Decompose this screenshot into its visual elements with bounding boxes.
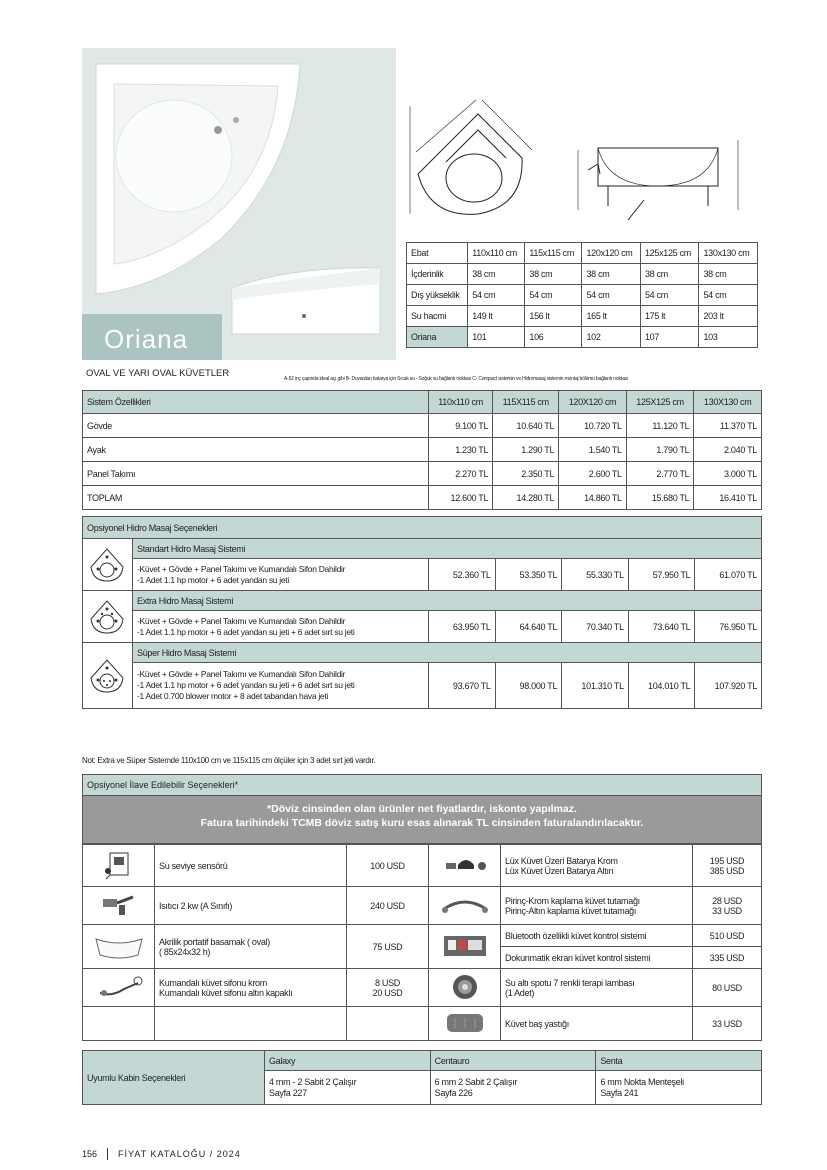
price-cell: 10.720 TL — [559, 414, 627, 438]
cabin-option — [430, 1071, 596, 1105]
hydro-system-desc — [133, 611, 429, 643]
extra-label: Bluetooth özellikli küvet kontrol sistemi — [501, 925, 693, 947]
spec-cell: 101 — [468, 327, 525, 348]
grab-handle-icon — [429, 887, 501, 925]
extra-price — [347, 969, 429, 1007]
underwater-light-icon — [429, 969, 501, 1007]
spec-cell: 38 cm — [699, 264, 758, 285]
table-row — [83, 559, 762, 591]
price-cell: 55.330 TL — [562, 559, 629, 591]
row-label: TOPLAM — [83, 486, 429, 510]
product-name-label: Oriana — [82, 314, 222, 360]
spec-cell: 38 cm — [582, 264, 641, 285]
price-cell: 64.640 TL — [495, 611, 562, 643]
size-column-header: 125X125 cm — [626, 391, 694, 414]
price-cell: 2.040 TL — [694, 438, 762, 462]
table-row — [83, 486, 762, 510]
spec-row-label: Su hacmi — [407, 306, 468, 327]
price-cell: 16.410 TL — [694, 486, 762, 510]
drain-siphon-icon — [83, 969, 155, 1007]
hydro-note: Not: Extra ve Süper Sistemde 110x100 cm ve 115x115 cm ölçüler için 3 adet sırt jeti vardır. — [82, 756, 376, 765]
price-cell: 12.600 TL — [429, 486, 493, 510]
spec-row-label: İçderinlik — [407, 264, 468, 285]
empty-cell — [83, 1007, 155, 1041]
table-row — [83, 663, 762, 709]
cabin-option — [265, 1071, 431, 1105]
price-cell: 57.950 TL — [628, 559, 695, 591]
price-cell: 1.790 TL — [626, 438, 694, 462]
spec-cell: 38 cm — [468, 264, 525, 285]
extra-price: 80 USD — [693, 969, 762, 1007]
hydro-jet-icon — [83, 591, 133, 643]
table-row — [83, 611, 762, 643]
table-row — [83, 414, 762, 438]
spec-cell: 54 cm — [699, 285, 758, 306]
spec-cell: 203 lt — [699, 306, 758, 327]
extra-price — [693, 887, 762, 925]
table-row — [83, 438, 762, 462]
product-photo — [82, 48, 396, 360]
price-cell: 76.950 TL — [695, 611, 762, 643]
price-cell: 63.950 TL — [429, 611, 496, 643]
extra-line: Akrilik portatif basamak ( oval) — [159, 936, 270, 947]
desc-line: -1 Adet 0.700 blower motor + 8 adet tabandan hava jeti — [137, 691, 329, 701]
row-label: Ayak — [83, 438, 429, 462]
price-cell: 61.070 TL — [695, 559, 762, 591]
price-cell: 70.340 TL — [562, 611, 629, 643]
price-cell: 73.640 TL — [628, 611, 695, 643]
price-cell: 1.230 TL — [429, 438, 493, 462]
price-cell: 9.100 TL — [429, 414, 493, 438]
spec-cell: 102 — [582, 327, 641, 348]
spec-cell: 103 — [699, 327, 758, 348]
price-cell: 14.280 TL — [493, 486, 559, 510]
spec-cell: 156 lt — [525, 306, 582, 327]
extra-line: (1 Adet) — [505, 987, 535, 998]
extra-line: Lüx Küvet Üzeri Batarya Krom — [505, 855, 618, 866]
extra-label — [501, 887, 693, 925]
spec-header: 110x110 cm — [468, 243, 525, 264]
heater-icon — [83, 887, 155, 925]
cabin-desc: 4 mm - 2 Sabit 2 Çalışır — [269, 1076, 357, 1087]
spec-cell: 54 cm — [640, 285, 699, 306]
footer-divider — [107, 1148, 108, 1160]
catalog-title: FİYAT KATALOĞU / 2024 — [118, 1149, 241, 1159]
price-cell: 2.350 TL — [493, 462, 559, 486]
spec-cell: 54 cm — [468, 285, 525, 306]
hydro-massage-table — [82, 516, 762, 709]
price-cell: 1.540 TL — [559, 438, 627, 462]
spec-header: 120x120 cm — [582, 243, 641, 264]
price-cell: 53.350 TL — [495, 559, 562, 591]
size-column-header: 115X115 cm — [493, 391, 559, 414]
extra-price: 75 USD — [347, 925, 429, 969]
desc-line: -Küvet + Gövde + Panel Takımı ve Kumandalı Sifon Dahildir — [137, 669, 346, 679]
hydro-system-name: Standart Hidro Masaj Sistemi — [133, 539, 762, 559]
extra-label — [501, 845, 693, 887]
desc-line: -Küvet + Gövde + Panel Takımı ve Kumandalı Sifon Dahildir — [137, 615, 346, 626]
extra-line: Pirinç-Krom kaplama küvet tutamağı — [505, 895, 640, 906]
price-cell: 1.290 TL — [493, 438, 559, 462]
extra-label: Isıtıcı 2 kw (A Sınıfı) — [155, 887, 347, 925]
extra-price: 33 USD — [693, 1007, 762, 1041]
desc-line: -Küvet + Gövde + Panel Takımı ve Kumandalı Sifon Dahildir — [137, 563, 346, 574]
spec-header: 130x130 cm — [699, 243, 758, 264]
price-cell: 107.920 TL — [695, 663, 762, 709]
price-line: 385 USD — [709, 865, 745, 876]
desc-line: -1 Adet 1.1 hp motor + 6 adet yandan su jeti + 6 adet sırt su jeti — [137, 626, 355, 637]
extra-label — [155, 925, 347, 969]
faucet-icon — [429, 845, 501, 887]
size-column-header: 110x110 cm — [429, 391, 493, 414]
spec-cell: 149 lt — [468, 306, 525, 327]
hydro-system-desc — [133, 559, 429, 591]
price-line: 28 USD — [712, 895, 742, 906]
extra-line: Kumandalı küvet sifonu altın kapaklı — [159, 987, 293, 998]
cabin-option — [596, 1071, 762, 1105]
price-cell: 3.000 TL — [694, 462, 762, 486]
banner-line: Fatura tarihindeki TCMB döviz satış kuru esas alınarak TL cinsinden faturalandırılacaktır. — [200, 817, 644, 829]
cabin-name: Galaxy — [265, 1051, 431, 1071]
currency-banner — [82, 796, 762, 844]
cabin-name: Senta — [596, 1051, 762, 1071]
extra-price: 240 USD — [347, 887, 429, 925]
price-cell: 2.600 TL — [559, 462, 627, 486]
extra-label — [501, 969, 693, 1007]
extra-label: Su seviye sensörü — [155, 845, 347, 887]
spec-header: 125x125 cm — [640, 243, 699, 264]
desc-line: -1 Adet 1.1 hp motor + 6 adet yandan su jeti + 6 adet sırt su jeti — [137, 680, 355, 690]
price-line: 33 USD — [712, 905, 742, 916]
cabin-desc: 6 mm 2 Sabit 2 Çalışır — [434, 1076, 518, 1087]
cabin-desc: 6 mm Nokta Menteşeli — [600, 1076, 684, 1087]
row-label: Panel Takımı — [83, 462, 429, 486]
spec-cell: 54 cm — [525, 285, 582, 306]
extra-line: Kumandalı küvet sifonu krom — [159, 977, 267, 988]
row-label: Gövde — [83, 414, 429, 438]
hydro-jet-icon — [83, 643, 133, 709]
price-cell: 2.770 TL — [626, 462, 694, 486]
price-cell: 93.670 TL — [429, 663, 496, 709]
price-cell: 10.640 TL — [493, 414, 559, 438]
price-cell: 11.120 TL — [626, 414, 694, 438]
hydro-system-name: Süper Hidro Masaj Sistemi — [133, 643, 762, 663]
spec-header: Ebat — [407, 243, 468, 264]
hydro-system-desc — [133, 663, 429, 709]
extra-price: 510 USD — [693, 925, 762, 947]
hydro-system-name: Extra Hidro Masaj Sistemi — [133, 591, 762, 611]
banner-line: *Döviz cinsinden olan ürünler net fiyatlardır, iskonto yapılmaz. — [267, 803, 577, 815]
extra-price: 335 USD — [693, 947, 762, 969]
cabin-table — [82, 1050, 762, 1105]
extras-title: Opsiyonel İlave Edilebilir Seçenekleri* — [82, 774, 762, 796]
price-cell: 98.000 TL — [495, 663, 562, 709]
system-table-title: Sistem Özellikleri — [83, 391, 429, 414]
water-level-sensor-icon — [83, 845, 155, 887]
price-cell: 14.860 TL — [559, 486, 627, 510]
price-cell: 2.270 TL — [429, 462, 493, 486]
cabin-page: Sayfa 227 — [269, 1087, 307, 1098]
top-view-drawing — [406, 96, 536, 226]
price-cell: 101.310 TL — [562, 663, 629, 709]
cabin-page: Sayfa 241 — [600, 1087, 639, 1098]
price-cell: 52.360 TL — [429, 559, 496, 591]
empty-cell — [347, 1007, 429, 1041]
price-cell: 15.680 TL — [626, 486, 694, 510]
extras-table — [82, 844, 762, 1041]
extra-line: ( 85x24x32 h) — [159, 946, 211, 957]
spec-cell: 38 cm — [640, 264, 699, 285]
acrylic-step-icon — [83, 925, 155, 969]
cabin-label: Uyumlu Kabin Seçenekleri — [83, 1051, 265, 1105]
price-cell: 104.010 TL — [628, 663, 695, 709]
spec-row-label: Oriana — [407, 327, 468, 348]
extra-line: Su altı spotu 7 renkli terapi lambası — [505, 977, 635, 988]
price-cell: 11.370 TL — [694, 414, 762, 438]
cabin-page: Sayfa 226 — [434, 1087, 473, 1098]
spec-cell: 175 lt — [640, 306, 699, 327]
extra-label: Dokunmatik ekran küvet kontrol sistemi — [501, 947, 693, 969]
footer — [82, 1148, 241, 1160]
spec-row-label: Dış yükseklik — [407, 285, 468, 306]
spec-cell: 54 cm — [582, 285, 641, 306]
cabin-name: Centauro — [430, 1051, 596, 1071]
price-line: 195 USD — [709, 855, 745, 866]
spec-header: 115x115 cm — [525, 243, 582, 264]
hydro-jet-icon — [83, 539, 133, 591]
spec-table — [406, 242, 758, 348]
spec-cell: 165 lt — [582, 306, 641, 327]
extra-price: 100 USD — [347, 845, 429, 887]
spec-cell: 107 — [640, 327, 699, 348]
extra-line: Lüx Küvet Üzeri Batarya Altın — [505, 865, 614, 876]
side-view-drawing — [548, 130, 762, 222]
headrest-icon — [429, 1007, 501, 1041]
price-line: 8 USD — [374, 977, 400, 988]
spec-cell: 38 cm — [525, 264, 582, 285]
extra-line: Pirinç-Altın kaplama küvet tutamağı — [505, 905, 637, 916]
price-line: 20 USD — [372, 987, 403, 998]
page-number: 156 — [82, 1149, 98, 1159]
control-panel-icon — [429, 925, 501, 969]
extra-label: Küvet baş yastığı — [501, 1007, 693, 1041]
spec-cell: 106 — [525, 327, 582, 348]
system-table — [82, 390, 762, 510]
desc-line: -1 Adet 1.1 hp motor + 6 adet yandan su jeti — [137, 574, 289, 585]
diagram-note: A-52 inç çapında ideal açı gibi B- Duvardan batarya için Sıcak su - Soğuk su bağlantı noktası C- Compact sistemin ve Hidromasaj sistemin montaj bölümü bağlantı noktası — [284, 376, 629, 382]
hydro-table-title: Opsiyonel Hidro Masaj Seçenekleri — [83, 517, 762, 539]
section-title: OVAL VE YARI OVAL KÜVETLER — [86, 368, 230, 379]
table-row — [83, 462, 762, 486]
empty-cell — [155, 1007, 347, 1041]
size-column-header: 130X130 cm — [694, 391, 762, 414]
size-column-header: 120X120 cm — [559, 391, 627, 414]
extra-price — [693, 845, 762, 887]
extra-label — [155, 969, 347, 1007]
